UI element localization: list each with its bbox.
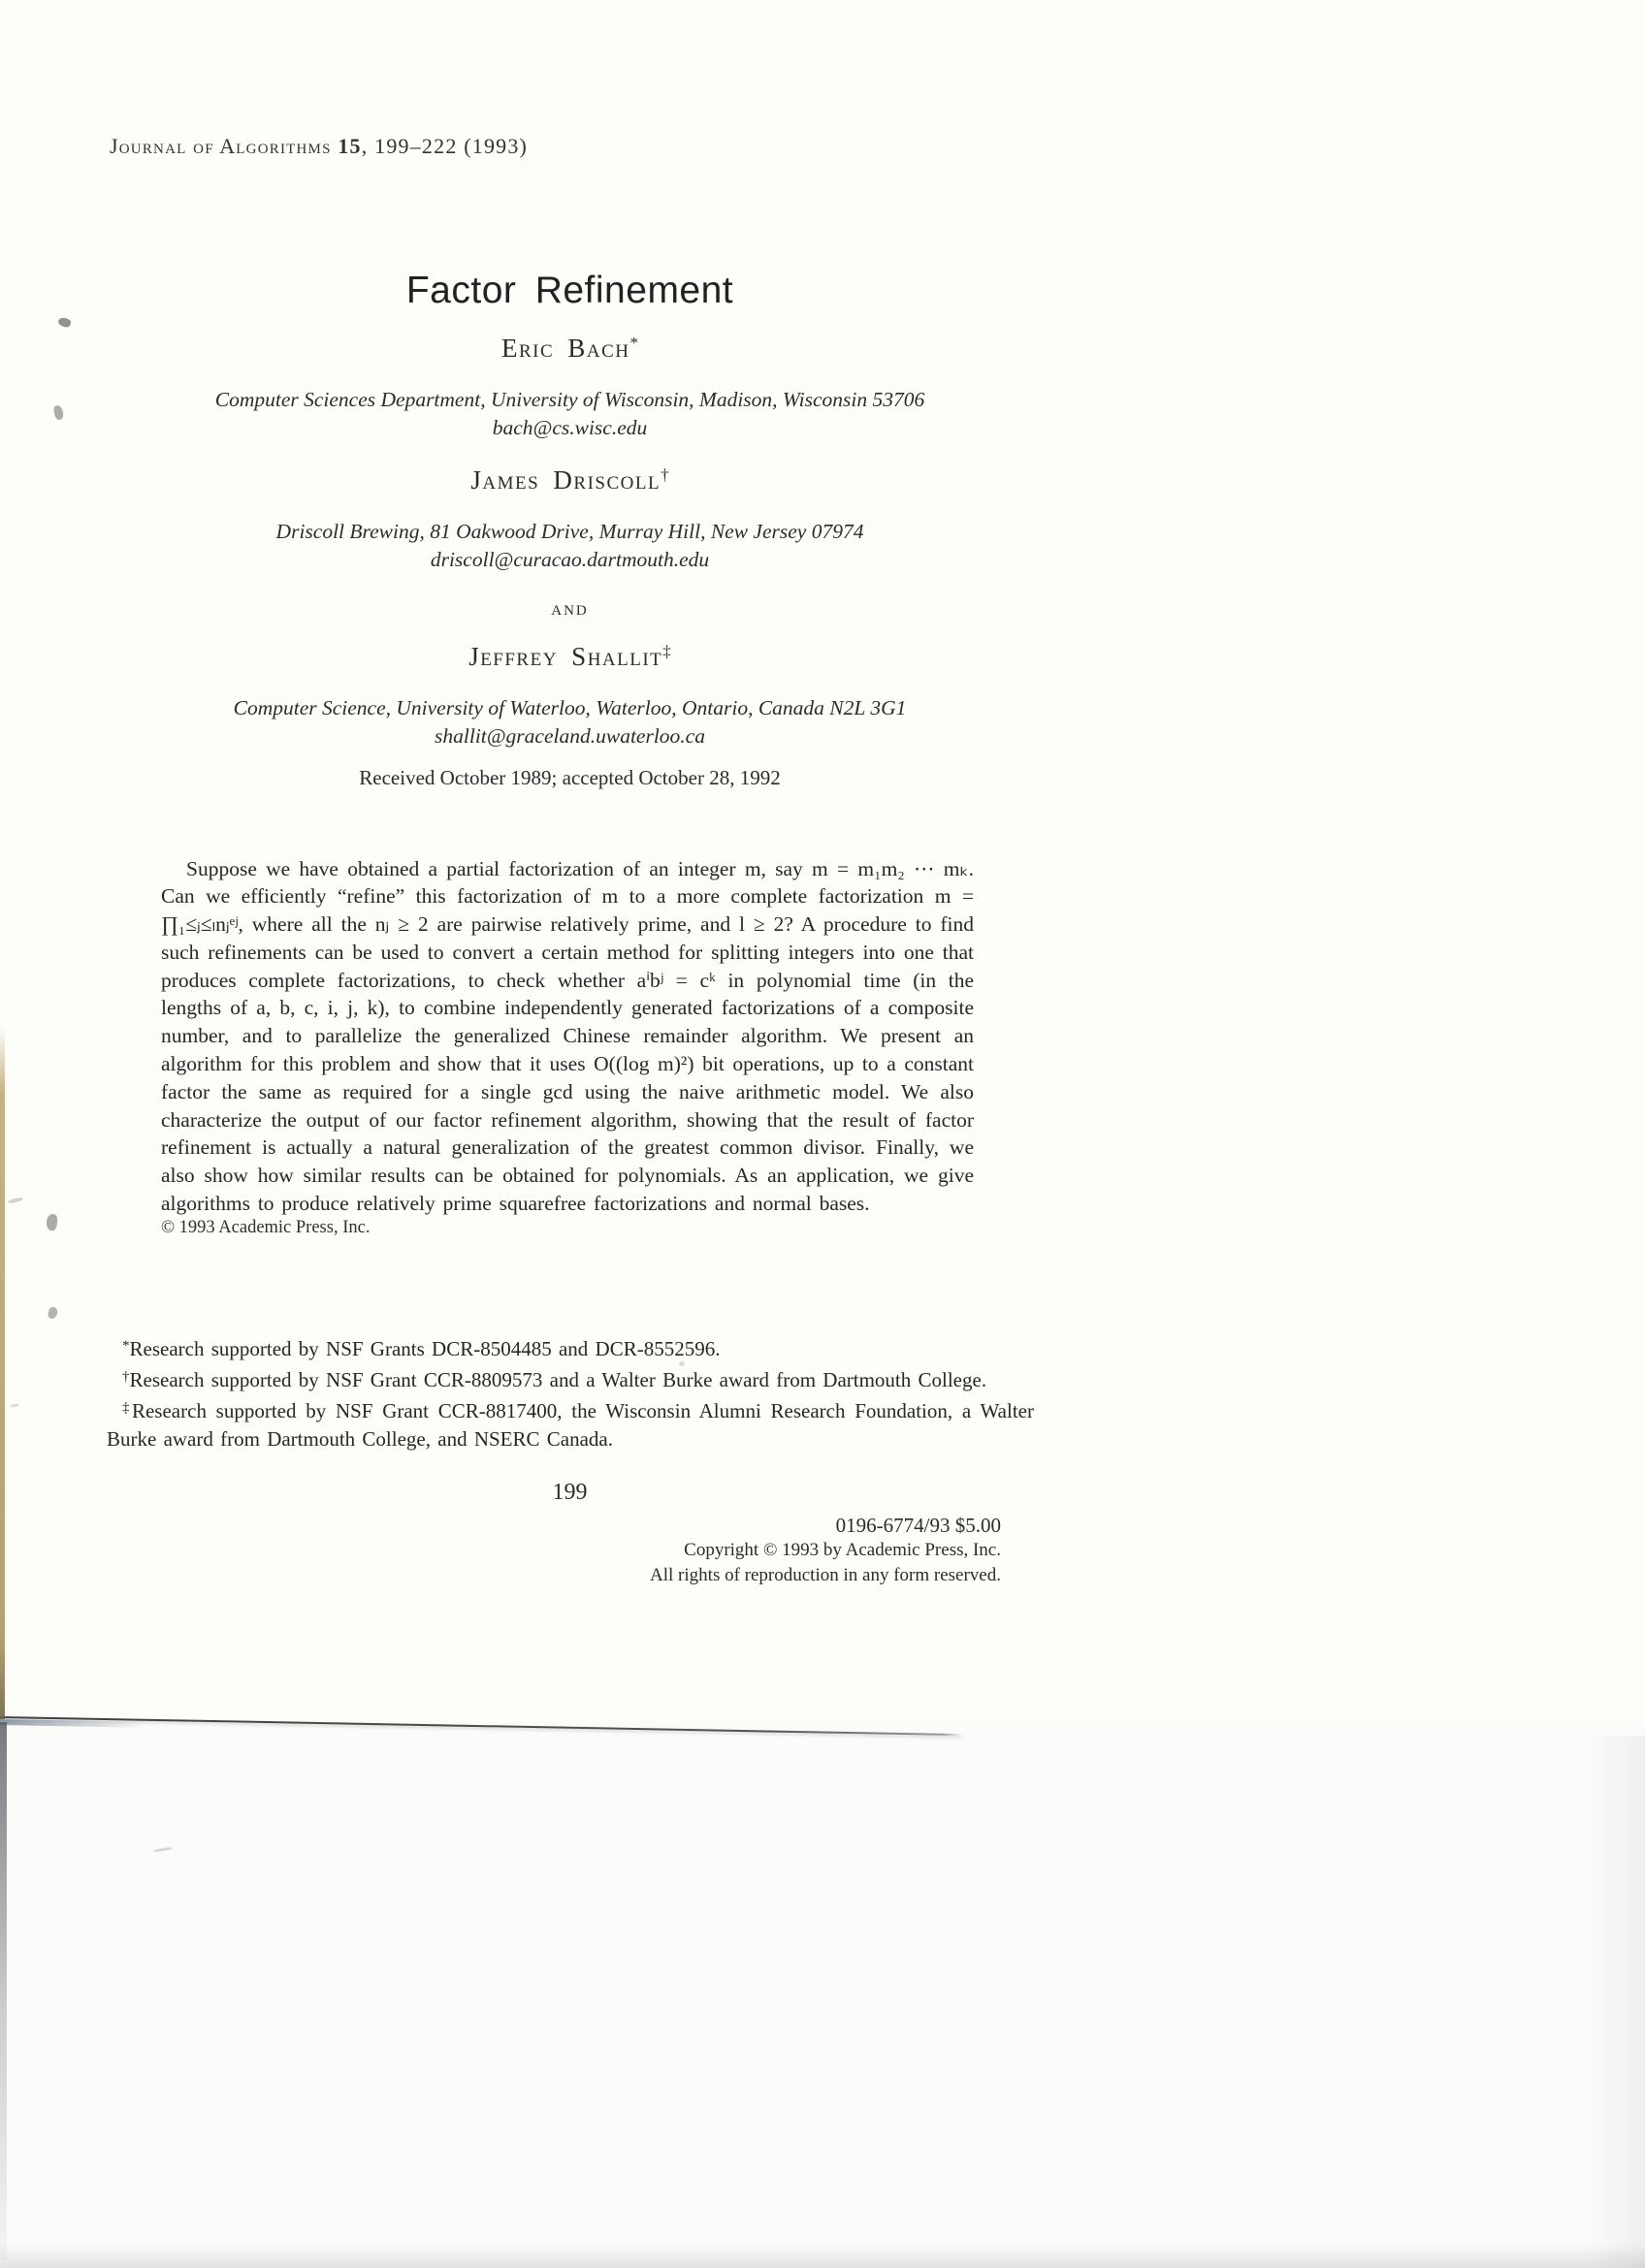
author-1-email: bach@cs.wisc.edu bbox=[492, 416, 648, 439]
footnote-1 bbox=[107, 1332, 1034, 1363]
footnote-2-marker: † bbox=[122, 1369, 130, 1385]
imprint-copyright: Copyright © 1993 by Academic Press, Inc. bbox=[684, 1540, 1001, 1560]
footnote-3 bbox=[107, 1394, 1034, 1453]
underlying-sheet bbox=[0, 1719, 1645, 2268]
footnote-1-marker: * bbox=[122, 1338, 130, 1354]
author-2-email: driscoll@curacao.dartmouth.edu bbox=[430, 548, 710, 571]
footnote-2 bbox=[107, 1363, 1034, 1394]
imprint-block bbox=[369, 1513, 1001, 1588]
author-2-affiliation-block bbox=[112, 518, 1028, 574]
author-1-affiliation-block bbox=[112, 386, 1028, 442]
journal-issue-info: , 199–222 (1993) bbox=[361, 134, 529, 158]
author-1-footnote-marker: * bbox=[629, 334, 639, 352]
abstract-copyright-note: © 1993 Academic Press, Inc. bbox=[161, 1218, 371, 1237]
author-3-name: Jeffrey Shallit bbox=[468, 642, 663, 671]
journal-header bbox=[110, 134, 528, 159]
author-3-affiliation: Computer Science, University of Waterloo, Waterloo, Ontario, Canada N2L 3G1 bbox=[233, 696, 907, 719]
author-1-name: Eric Bach bbox=[500, 334, 630, 363]
page-number: 199 bbox=[552, 1480, 588, 1505]
footnote-3-text: Research supported by NSF Grant CCR-8817400, the Wisconsin Alumni Research Foundation, a Walter Burke award from Dartmouth College, and NSERC Canada. bbox=[107, 1399, 1034, 1451]
footnote-1-text: Research supported by NSF Grants DCR-8504485 and DCR-8552596. bbox=[129, 1337, 721, 1360]
received-line: Received October 1989; accepted October 28, 1992 bbox=[359, 766, 781, 789]
author-2 bbox=[112, 465, 1028, 495]
imprint-rights: All rights of reproduction in any form reserved. bbox=[650, 1565, 1001, 1585]
footnote-3-marker: ‡ bbox=[122, 1400, 132, 1416]
author-3-footnote-marker: ‡ bbox=[662, 642, 671, 660]
under-page-left-edge bbox=[0, 1722, 7, 2260]
journal-name: Journal of Algorithms bbox=[110, 134, 332, 158]
page-title: Factor Refinement bbox=[405, 270, 734, 311]
author-3-affiliation-block bbox=[112, 694, 1028, 751]
bottom-scan-shading bbox=[0, 2243, 1645, 2268]
abstract-text: Suppose we have obtained a partial factorization of an integer m, say m = m₁m₂ ⋯ mₖ. Can we efficiently “refine” this factorization of m to a more complete factorization m = ∏₁≤ⱼ≤ₗnⱼᵉʲ, where all the nⱼ ≥ 2 are pairwise relatively prime, and l ≥ 2? A procedure to find such refinements can be used to convert a certain method for splitting integers into one that produces complete factorizations, to check whether aⁱbʲ = cᵏ in polynomial time (in the lengths of a, b, c, i, j, k), to combine independently generated factorizations of a composite number, and to parallelize the generalized Chinese remainder algorithm. We present an algorithm for this problem and show that it uses O((log m)²) bit operations, up to a constant factor the same as required for a single gcd using the naive arithmetic model. We also characterize the output of our factor refinement algorithm, showing that the result of factor refinement is actually a natural generalization of the greatest common divisor. Finally, we also show how similar results can be obtained for polynomials. As an application, we give algorithms to produce relatively prime squarefree factorizations and normal bases. bbox=[161, 856, 974, 1216]
footnote-2-text: Research supported by NSF Grant CCR-8809573 and a Walter Burke award from Dartmouth College. bbox=[129, 1368, 987, 1391]
issn-price: 0196-6774/93 $5.00 bbox=[835, 1514, 1001, 1537]
author-1-affiliation: Computer Sciences Department, University of Wisconsin, Madison, Wisconsin 53706 bbox=[214, 388, 925, 411]
footnotes-block bbox=[107, 1332, 1034, 1453]
journal-volume: 15 bbox=[331, 134, 362, 158]
author-3 bbox=[112, 642, 1028, 672]
and-connector: and bbox=[551, 595, 589, 620]
right-curl-shading bbox=[1587, 1736, 1645, 2268]
author-2-footnote-marker: † bbox=[661, 465, 669, 484]
author-2-name: James Driscoll bbox=[470, 465, 661, 495]
page-left-edge bbox=[0, 1026, 5, 1719]
author-2-affiliation: Driscoll Brewing, 81 Oakwood Drive, Murray Hill, New Jersey 07974 bbox=[275, 520, 864, 543]
author-3-email: shallit@graceland.uwaterloo.ca bbox=[435, 724, 705, 748]
author-1 bbox=[112, 334, 1028, 364]
ink-smudge bbox=[679, 1361, 685, 1366]
